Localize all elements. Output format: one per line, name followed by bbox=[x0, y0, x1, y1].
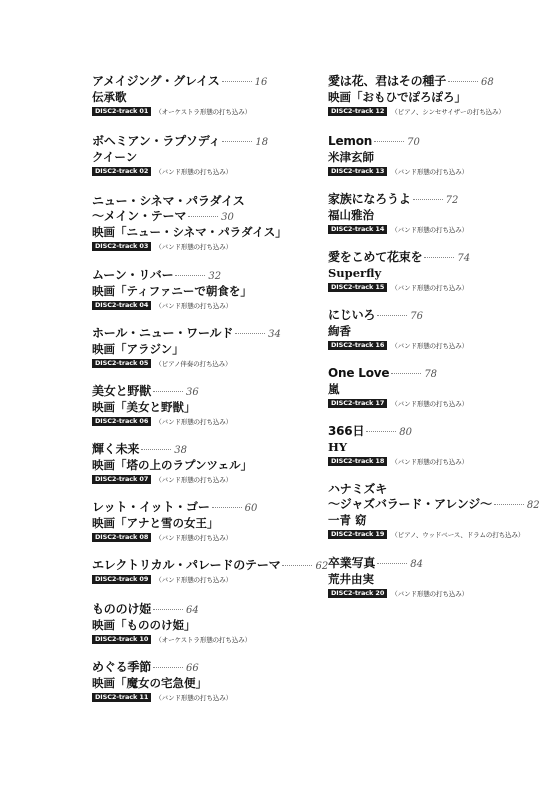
page-number: 36 bbox=[186, 387, 199, 398]
arrangement-note: （バンド形態の打ち込み） bbox=[391, 168, 469, 176]
toc-entry bbox=[92, 660, 232, 702]
arrangement-note: （バンド形態の打ち込み） bbox=[155, 418, 233, 426]
track-info bbox=[328, 283, 470, 292]
song-title: ホール・ニュー・ワールド bbox=[92, 326, 234, 340]
track-info bbox=[92, 242, 287, 251]
toc-entry bbox=[92, 384, 232, 426]
page-number: 30 bbox=[221, 212, 234, 223]
arrangement-note: （バンド形態の打ち込み） bbox=[391, 458, 469, 466]
track-badge: DISC2-track 16 bbox=[328, 341, 387, 350]
leader-dots bbox=[175, 274, 205, 276]
toc-entry bbox=[328, 482, 540, 539]
song-title: レット・イット・ゴー bbox=[92, 500, 210, 514]
page-number: 16 bbox=[254, 77, 268, 88]
track-info bbox=[328, 225, 468, 234]
leader-dots bbox=[212, 506, 242, 508]
song-source: Superfly bbox=[328, 266, 382, 280]
track-badge: DISC2-track 20 bbox=[328, 589, 387, 598]
leader-dots bbox=[413, 198, 443, 200]
arrangement-note: （バンド形態の打ち込み） bbox=[155, 534, 233, 542]
toc-entry bbox=[328, 308, 468, 350]
toc-entry bbox=[92, 74, 267, 116]
arrangement-note: （バンド形態の打ち込み） bbox=[155, 243, 233, 251]
toc-entry bbox=[92, 194, 287, 251]
page-number: 80 bbox=[399, 427, 412, 438]
toc-entry bbox=[92, 442, 252, 484]
track-badge: DISC2-track 04 bbox=[92, 301, 151, 310]
song-source: 映画「もののけ姫」 bbox=[92, 618, 196, 632]
song-source: 映画「美女と野獣」 bbox=[92, 400, 196, 414]
song-title: 輝く未来 bbox=[92, 442, 140, 456]
leader-dots bbox=[222, 140, 252, 142]
arrangement-note: （バンド形態の打ち込み） bbox=[155, 168, 233, 176]
song-title: 卒業写真 bbox=[328, 556, 376, 570]
song-title: ムーン・リバー bbox=[92, 268, 174, 282]
song-title: アメイジング・グレイス bbox=[92, 74, 220, 88]
track-info bbox=[92, 693, 232, 702]
song-source: 嵐 bbox=[328, 382, 340, 396]
track-info bbox=[92, 575, 328, 584]
arrangement-note: （オーケストラ形態の打ち込み） bbox=[155, 636, 252, 644]
track-badge: DISC2-track 01 bbox=[92, 107, 151, 116]
track-badge: DISC2-track 14 bbox=[328, 225, 387, 234]
song-source: 一青 窈 bbox=[328, 513, 367, 527]
arrangement-note: （ピアノ伴奏の打ち込み） bbox=[155, 360, 232, 368]
leader-dots bbox=[494, 503, 524, 505]
song-title: エレクトリカル・パレードのテーマ bbox=[92, 558, 281, 572]
track-info bbox=[92, 359, 281, 368]
song-title: 家族になろうよ bbox=[328, 192, 411, 206]
page-number: 18 bbox=[255, 137, 269, 148]
track-info bbox=[92, 533, 257, 542]
track-badge: DISC2-track 17 bbox=[328, 399, 387, 408]
song-title: ボヘミアン・ラプソディ bbox=[92, 134, 221, 148]
page-number: 68 bbox=[481, 77, 494, 88]
track-info bbox=[92, 635, 251, 644]
song-title: One Love bbox=[328, 366, 390, 380]
track-info bbox=[92, 167, 268, 176]
song-title: ニュー・シネマ・パラダイス bbox=[92, 194, 245, 208]
toc-entry bbox=[328, 250, 470, 292]
leader-dots bbox=[141, 448, 171, 450]
song-title: Lemon bbox=[328, 134, 373, 148]
leader-dots bbox=[153, 390, 183, 392]
track-info bbox=[328, 399, 468, 408]
track-badge: DISC2-track 11 bbox=[92, 693, 151, 702]
song-source: 伝承歌 bbox=[92, 90, 127, 104]
track-info bbox=[328, 530, 540, 539]
track-badge: DISC2-track 06 bbox=[92, 417, 151, 426]
song-title: にじいろ bbox=[328, 308, 376, 322]
arrangement-note: （バンド形態の打ち込み） bbox=[391, 400, 469, 408]
track-badge: DISC2-track 08 bbox=[92, 533, 151, 542]
song-title: ハナミズキ bbox=[328, 482, 388, 496]
track-info bbox=[92, 301, 252, 310]
track-badge: DISC2-track 19 bbox=[328, 530, 387, 539]
track-badge: DISC2-track 10 bbox=[92, 635, 151, 644]
page-number: 74 bbox=[457, 253, 471, 264]
page-number: 72 bbox=[445, 195, 459, 206]
track-info bbox=[328, 589, 468, 598]
leader-dots bbox=[282, 564, 312, 566]
page-number: 84 bbox=[410, 559, 423, 570]
arrangement-note: （オーケストラ形態の打ち込み） bbox=[155, 108, 252, 116]
toc-entry bbox=[328, 424, 468, 466]
toc-entry bbox=[328, 366, 468, 408]
toc-entry bbox=[92, 268, 252, 310]
page-number: 38 bbox=[174, 445, 187, 456]
song-title: めぐる季節 bbox=[92, 660, 152, 674]
song-source: 映画「塔の上のラプンツェル」 bbox=[92, 458, 253, 472]
page-number: 70 bbox=[407, 137, 420, 148]
song-source: 米津玄師 bbox=[328, 150, 374, 164]
leader-dots bbox=[377, 314, 407, 316]
song-source: 映画「ニュー・シネマ・パラダイス」 bbox=[92, 225, 287, 239]
song-source: 映画「おもひでぽろぽろ」 bbox=[328, 90, 466, 104]
song-title-line2: 〜メイン・テーマ bbox=[92, 209, 187, 223]
track-info bbox=[92, 475, 252, 484]
song-source: 映画「アラジン」 bbox=[92, 342, 184, 356]
track-info bbox=[328, 167, 468, 176]
song-source: HY bbox=[328, 440, 348, 454]
page-number: 32 bbox=[208, 271, 222, 282]
toc-entry bbox=[92, 500, 257, 542]
toc-entry bbox=[328, 192, 468, 234]
arrangement-note: （バンド形態の打ち込み） bbox=[155, 694, 233, 702]
page-number: 34 bbox=[268, 329, 281, 340]
arrangement-note: （バンド形態の打ち込み） bbox=[155, 302, 233, 310]
song-source: 映画「魔女の宅急便」 bbox=[92, 676, 207, 690]
track-badge: DISC2-track 13 bbox=[328, 167, 387, 176]
leader-dots bbox=[391, 372, 421, 374]
page-number: 60 bbox=[244, 503, 258, 514]
arrangement-note: （バンド形態の打ち込み） bbox=[391, 284, 469, 292]
leader-dots bbox=[424, 256, 454, 258]
track-badge: DISC2-track 18 bbox=[328, 457, 387, 466]
track-info bbox=[328, 107, 505, 116]
song-source: 福山雅治 bbox=[328, 208, 374, 222]
toc-entry bbox=[92, 558, 328, 584]
page-number: 62 bbox=[315, 561, 329, 572]
toc-entry bbox=[328, 134, 468, 176]
page-number: 82 bbox=[526, 500, 540, 511]
track-info bbox=[328, 457, 468, 466]
leader-dots bbox=[448, 80, 478, 82]
leader-dots bbox=[366, 430, 396, 432]
song-source: 映画「アナと雪の女王」 bbox=[92, 516, 219, 530]
toc-entry bbox=[92, 326, 281, 368]
track-badge: DISC2-track 05 bbox=[92, 359, 151, 368]
leader-dots bbox=[153, 608, 183, 610]
arrangement-note: （バンド形態の打ち込み） bbox=[155, 576, 233, 584]
track-info bbox=[92, 107, 267, 116]
leader-dots bbox=[153, 666, 183, 668]
track-badge: DISC2-track 09 bbox=[92, 575, 151, 584]
page-number: 76 bbox=[410, 311, 423, 322]
song-source: 荒井由実 bbox=[328, 572, 374, 586]
track-badge: DISC2-track 07 bbox=[92, 475, 151, 484]
page-number: 64 bbox=[186, 605, 199, 616]
track-info bbox=[328, 341, 468, 350]
arrangement-note: （バンド形態の打ち込み） bbox=[155, 476, 233, 484]
track-badge: DISC2-track 12 bbox=[328, 107, 387, 116]
track-badge: DISC2-track 02 bbox=[92, 167, 151, 176]
song-title: 366日 bbox=[328, 424, 365, 438]
leader-dots bbox=[235, 332, 265, 334]
page-number: 66 bbox=[186, 663, 199, 674]
leader-dots bbox=[222, 80, 252, 82]
song-source: 絢香 bbox=[328, 324, 351, 338]
track-badge: DISC2-track 03 bbox=[92, 242, 151, 251]
song-title: 愛をこめて花束を bbox=[328, 250, 423, 264]
toc-entry bbox=[328, 74, 505, 116]
leader-dots bbox=[377, 562, 407, 564]
song-title: 愛は花、君はその種子 bbox=[328, 74, 447, 88]
track-badge: DISC2-track 15 bbox=[328, 283, 387, 292]
toc-entry bbox=[92, 602, 251, 644]
arrangement-note: （ピアノ、ウッドベース、ドラムの打ち込み） bbox=[391, 531, 525, 539]
arrangement-note: （バンド形態の打ち込み） bbox=[391, 590, 469, 598]
leader-dots bbox=[188, 215, 218, 217]
track-info bbox=[92, 417, 232, 426]
arrangement-note: （ピアノ、シンセサイザーの打ち込み） bbox=[391, 108, 505, 116]
song-title: 美女と野獣 bbox=[92, 384, 152, 398]
song-title: もののけ姫 bbox=[92, 602, 152, 616]
arrangement-note: （バンド形態の打ち込み） bbox=[391, 226, 469, 234]
toc-entry bbox=[328, 556, 468, 598]
leader-dots bbox=[374, 140, 404, 142]
song-title-line2: 〜ジャズバラード・アレンジ〜 bbox=[328, 497, 492, 511]
song-source: クイーン bbox=[92, 150, 138, 164]
page-number: 78 bbox=[424, 369, 438, 380]
arrangement-note: （バンド形態の打ち込み） bbox=[391, 342, 469, 350]
song-source: 映画「ティファニーで朝食を」 bbox=[92, 284, 252, 298]
toc-entry bbox=[92, 134, 268, 176]
